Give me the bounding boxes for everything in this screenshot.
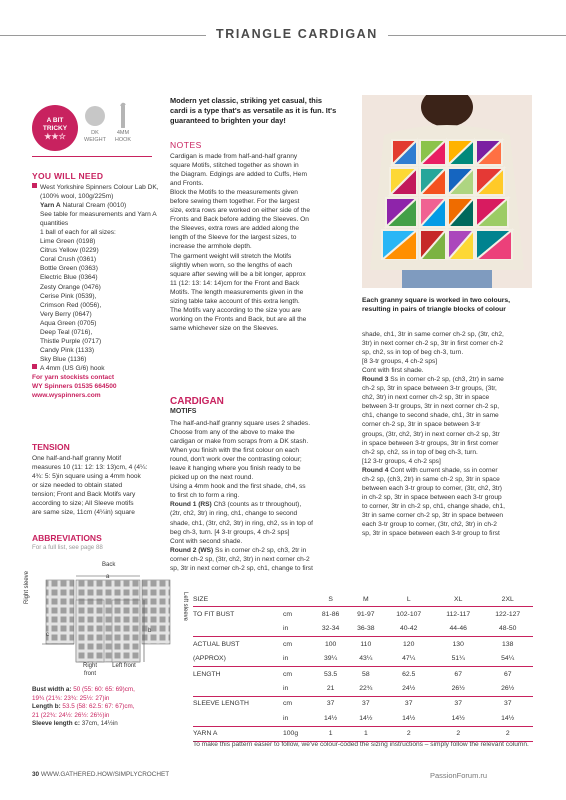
colour-item: Bottle Green (0363) xyxy=(40,265,98,273)
table-header-row xyxy=(193,592,533,607)
diagram-measurements xyxy=(32,686,172,729)
pattern-line: between each 3-tr group to corner, (3tr, ch2, 3tr) xyxy=(362,484,503,492)
table-header-cell: L xyxy=(383,592,434,607)
pattern-line: sp, 3tr in next corner ch-2 sp, ch1, change to first xyxy=(170,564,313,572)
notes-line: length of the Sleeve for the largest sizes, to xyxy=(170,234,297,242)
round-text: Cont with current shade, ss in corner xyxy=(388,466,498,474)
notes-line: 11 (12: 13: 14: 14)cm for the Front and Back xyxy=(170,279,300,287)
abbreviations-note: For a full list, see page 88 xyxy=(32,544,103,551)
table-row xyxy=(193,652,533,667)
table-row xyxy=(193,666,533,681)
notes-line: before sewing them together. For the largest xyxy=(170,198,300,206)
table-cell: 110 xyxy=(360,640,372,648)
materials-list xyxy=(32,183,167,400)
pattern-line: shade, ch1, (3tr, ch2, 3tr) in ring, ch2, ss in top of xyxy=(170,519,313,527)
hook-size-label1: 4MM xyxy=(116,130,130,136)
footer-site-link[interactable]: WWW.GATHERED.HOW/SIMPLYCROCHET xyxy=(40,771,170,778)
table-row xyxy=(193,607,533,622)
bullet-square xyxy=(32,364,37,369)
round-label: Round 3 xyxy=(362,376,389,384)
pattern-line: (2tr, ch2, 3tr) in ring, ch1, change to second xyxy=(170,510,298,518)
pattern-line: in ch-2 sp, 3tr in space between each 3-tr group xyxy=(362,493,502,501)
bullet-square xyxy=(32,183,37,188)
table-header-cell: M xyxy=(348,592,383,607)
pattern-line: 3tr) in next corner ch-2 sp, 3tr in first corner ch-2 xyxy=(362,340,504,348)
yarn-weight-label xyxy=(80,130,110,144)
colour-item: Lime Green (0198) xyxy=(40,238,96,246)
yarn-a-text: Natural Cream (0010) xyxy=(60,202,127,210)
notes-line: the Sleeves, extra rows are added along the xyxy=(170,225,300,233)
round-text: Ss in corner ch-2 sp, (ch3, 2tr) in same xyxy=(388,376,504,384)
colour-item: Sky Blue (1136) xyxy=(40,355,87,363)
diagram-right-sleeve xyxy=(46,580,74,644)
row-label: SLEEVE LENGTH xyxy=(193,700,249,708)
table-cell: 14½ xyxy=(482,711,533,726)
table-cell: 24½ xyxy=(383,681,434,696)
table-cell: 43¼ xyxy=(348,652,383,667)
pattern-line: beg ch-3, turn. [4 3-tr groups, 4 ch-2 sps] xyxy=(170,528,290,536)
colour-item: Coral Crush (0361) xyxy=(40,256,97,264)
notes-line: sizing table take account of this extra length. xyxy=(170,297,300,305)
pattern-line xyxy=(170,546,348,555)
page-title: TRIANGLE CARDIGAN xyxy=(206,27,388,41)
table-cell: 122-127 xyxy=(495,611,521,619)
yarn-a-label: Yarn A xyxy=(40,202,61,210)
measure-value: 21 (22¾: 24½: 26½: 26½)in xyxy=(32,711,110,719)
pattern-line: [8 3-tr groups, 4 ch-2 sps] xyxy=(362,358,438,366)
colour-item: Cerise Pink (0539), xyxy=(40,292,97,300)
pattern-line xyxy=(362,375,532,384)
diagram-b-label: b xyxy=(148,628,152,634)
section-rule xyxy=(32,156,152,157)
row-unit: 100g xyxy=(283,726,313,741)
diagram-a-label: a xyxy=(106,574,110,580)
pattern-line: to first ch to form a ring. xyxy=(170,492,240,500)
measure-value: 19¾ (21¾: 23¾: 25½: 27)in xyxy=(32,694,110,702)
notes-line: The garment weight will stretch the Motifs xyxy=(170,252,292,260)
table-cell: 39¼ xyxy=(313,652,348,667)
table-row xyxy=(193,681,533,696)
row-label xyxy=(193,711,283,726)
badge-line2: TRICKY xyxy=(42,125,68,132)
notes-line: size, extra rows are worked on either side of the xyxy=(170,207,311,215)
table-cell: 58 xyxy=(362,670,370,678)
pattern-line: ch2, 3tr) in next corner ch-2 sp, 3tr in space xyxy=(362,394,490,402)
table-cell: 112-117 xyxy=(446,611,471,619)
table-cell: 62.5 xyxy=(402,670,416,678)
diagram-left-front-label: Left front xyxy=(112,663,136,669)
yarn-brand xyxy=(32,183,167,201)
colour-item: Aqua Green (0705) xyxy=(40,319,97,327)
badge-stars: ★★☆ xyxy=(44,132,66,141)
page-number: 30 xyxy=(32,771,40,778)
hook-size-label xyxy=(108,130,138,144)
table-cell: 37 xyxy=(326,700,335,708)
row-label: (APPROX) xyxy=(193,652,283,667)
badge-line1: A BIT xyxy=(46,117,64,124)
table-cell: 138 xyxy=(502,640,514,648)
stockists-link[interactable]: www.wyspinners.com xyxy=(32,392,101,400)
notes-line: Motifs. The length measurements given in the xyxy=(170,288,304,296)
tension-line: 4¾: 5: 5)in square using a 4mm hook xyxy=(32,473,141,481)
colour-item: Deep Teal (0716), xyxy=(40,328,93,336)
table-header-cell xyxy=(283,592,313,607)
table-cell: 22¾ xyxy=(348,681,383,696)
pattern-line xyxy=(362,466,532,475)
notes-line: Cardigan is made from half-and-half granny xyxy=(170,153,298,160)
pattern-line: sp, 3tr in space between each 3-tr group to first xyxy=(362,530,500,538)
measure-line xyxy=(32,720,172,729)
round-label: Round 2 (WS) xyxy=(170,546,214,554)
notes-line: The Motifs vary according to the size you are xyxy=(170,306,302,314)
table-cell: 37 xyxy=(404,700,413,708)
round-label: Round 1 (RS) xyxy=(170,501,212,509)
pattern-line: ch1, change to second shade, ch1, 3tr in same xyxy=(362,412,499,420)
table-cell: 67 xyxy=(503,670,512,678)
tension-line: measures 10 (11: 12: 13: 13)cm, 4 (4¼: xyxy=(32,464,148,472)
table-cell: 26½ xyxy=(482,681,533,696)
diagram-right-sleeve-label: Right sleeve xyxy=(24,570,30,604)
hook-line xyxy=(32,364,167,373)
row-label: ACTUAL BUST xyxy=(193,640,240,648)
colour-item: Zesty Orange (0476) xyxy=(40,283,101,291)
measure-line xyxy=(32,695,172,704)
colour-item: Thistle Purple (0717) xyxy=(40,337,102,345)
pattern-line: groups, (3tr, ch2, 3tr) in next corner ch-2 sp, 3tr xyxy=(362,430,500,438)
table-cell: 2 xyxy=(482,726,533,741)
notes-line: increase the armhole depth. xyxy=(170,243,252,251)
row-unit: cm xyxy=(283,611,293,619)
notes-line: square Motifs, stitched together as shown in xyxy=(170,162,299,170)
pattern-line: 3tr in same corner ch-2 sp, 3tr in space between xyxy=(362,511,504,519)
row-unit: in xyxy=(283,652,313,667)
diagram-back-label: Back xyxy=(102,562,116,568)
row-label: TO FIT BUST xyxy=(193,611,235,619)
table-cell: 1 xyxy=(313,726,348,741)
pattern-continued xyxy=(362,330,532,538)
row-label xyxy=(193,622,283,637)
colour-item: Crimson Red (0056), xyxy=(40,301,102,309)
motifs-subheading: MOTIFS xyxy=(170,408,197,415)
tension-line: tension; Front and Back Motifs vary xyxy=(32,491,136,499)
yarn-weight-label1: DK xyxy=(91,130,99,136)
difficulty-badge xyxy=(32,105,78,151)
pattern-line: Cont with second shade. xyxy=(170,537,243,545)
table-cell: 51¼ xyxy=(434,652,482,667)
table-cell: 53.5 xyxy=(323,670,338,678)
row-label: YARN A xyxy=(193,726,283,741)
intro-text: Modern yet classic, striking yet casual, this cardi is a type that's as versatile as it is fun. It's guaranteed to brighten your day! xyxy=(170,96,337,126)
see-table-note: See table for measurements and Yarn A quantities xyxy=(40,211,157,228)
stockists-line1: For yarn stockists contact xyxy=(32,373,115,381)
pattern-line: Choose from any of the above to make the xyxy=(170,429,295,437)
row-unit: cm xyxy=(283,640,293,648)
yarn-brand-text: West Yorkshire Spinners Colour Lab DK, (100% wool, 100g/225m) xyxy=(40,184,159,201)
pattern-line: ch-2 sp, ch2, ss in top of beg ch-3, turn. xyxy=(362,448,478,456)
pattern-line: to corner, 3tr in ch-2 sp, ch1, change shade, ch1, xyxy=(362,502,505,510)
table-cell: 14½ xyxy=(383,711,434,726)
cardigan-photo xyxy=(362,95,532,288)
tension-line: One half-and-half granny Motif xyxy=(32,455,122,462)
table-cell: 54¼ xyxy=(482,652,533,667)
measure-value: 37cm, 14½in xyxy=(79,720,118,728)
page-footer xyxy=(32,771,169,778)
pattern-line: leave it hanging where you finish ready to be xyxy=(170,465,301,473)
table-cell: 32-34 xyxy=(313,622,348,637)
notes-line: the Diagram. Edgings are added to Cuffs, Hem xyxy=(170,171,307,179)
pattern-line: ch-2 sp, (ch3, 2tr) in same ch-2 sp, 3tr in space xyxy=(362,475,500,483)
table-cell: 100 xyxy=(324,640,337,648)
row-label: LENGTH xyxy=(193,670,221,678)
table-row xyxy=(193,622,533,637)
table-note: To make this pattern easier to follow, we've colour-coded the sizing instructions – simply follow the relevant column. xyxy=(193,741,529,748)
table-cell: 21 xyxy=(313,681,348,696)
table-header-cell: S xyxy=(313,592,348,607)
measure-label: Bust width a: xyxy=(32,686,72,693)
table-cell: 48-50 xyxy=(482,622,533,637)
table-cell: 36-38 xyxy=(348,622,383,637)
table-cell: 120 xyxy=(403,640,415,648)
pattern-line: [12 3-tr groups, 4 ch-2 sps] xyxy=(362,457,441,465)
stockists-line2: WY Spinners 01535 664500 xyxy=(32,383,117,391)
table-cell: 67 xyxy=(454,670,462,678)
notes-line: working on the Fronts and Back, but are all the xyxy=(170,315,307,323)
yarn-ball-icon xyxy=(85,106,105,126)
table-cell: 14½ xyxy=(313,711,348,726)
pattern-line: cardigan or make from scraps from a DK stash. xyxy=(170,438,309,446)
measure-value: 50 (55: 60: 65: 69)cm, xyxy=(71,686,135,693)
table-row xyxy=(193,637,533,652)
pattern-line: The half-and-half granny square uses 2 shades. xyxy=(170,420,311,427)
table-header-cell: XL xyxy=(434,592,482,607)
measure-line xyxy=(32,686,172,695)
notes-line: slightly when worn, so the lengths of each xyxy=(170,261,293,269)
yarn-a-line xyxy=(32,201,167,210)
notes-heading: NOTES xyxy=(170,140,202,150)
tension-heading: TENSION xyxy=(32,442,70,452)
pattern-line: corner ch-2 sp, 3tr in space between 3-tr xyxy=(362,421,481,429)
table-row xyxy=(193,711,533,726)
tension-line: or size needed to obtain stated xyxy=(32,482,123,490)
colour-item: Very Berry (0647) xyxy=(40,310,92,318)
row-unit: in xyxy=(283,681,313,696)
size-table xyxy=(193,592,533,742)
row-unit: cm xyxy=(283,670,293,678)
row-unit: cm xyxy=(283,700,293,708)
pattern-line: between 3-tr groups, 3tr in next corner ch-2 sp, xyxy=(362,403,500,411)
table-header-cell: 2XL xyxy=(482,592,533,607)
measure-line xyxy=(32,703,172,712)
table-cell: 81-86 xyxy=(321,611,340,619)
diagram-left-sleeve-label: Left sleeve xyxy=(182,592,188,622)
table-cell: 37 xyxy=(503,700,512,708)
you-will-need-heading: YOU WILL NEED xyxy=(32,171,104,181)
measure-value: 53.5 (58: 62.5: 67: 67)cm, xyxy=(60,703,135,711)
crochet-hook-icon xyxy=(116,102,130,128)
colour-item: Candy Pink (1133) xyxy=(40,346,95,354)
table-cell: 26½ xyxy=(434,681,482,696)
round-text: Ss in corner ch-2 sp, ch3, 2tr in xyxy=(213,546,307,554)
tension-line: according to size; All Sleeve motifs xyxy=(32,500,134,508)
diagram-left-sleeve xyxy=(142,580,170,644)
measure-label: Length b: xyxy=(32,703,61,711)
diagram-c-label: c xyxy=(46,632,49,638)
pattern-line: When you finish with the first colour on each xyxy=(170,447,300,455)
pattern-line: round, don't work over the contrasting colour; xyxy=(170,456,302,464)
diagram-left-front xyxy=(112,600,140,662)
notes-line: Fronts and Back before adding the Sleeves. On xyxy=(170,216,309,224)
notes-line: Block the Motifs to the measurements given xyxy=(170,189,298,197)
tension-text xyxy=(32,454,167,517)
table-cell: 47¼ xyxy=(383,652,434,667)
hook-size-label2: HOOK xyxy=(114,137,132,143)
round-text: Ch3 (counts as tr throughout), xyxy=(211,501,302,509)
table-cell: 14½ xyxy=(348,711,383,726)
table-cell: 91-97 xyxy=(357,611,375,619)
round-label: Round 4 xyxy=(362,466,389,474)
colour-item: Electric Blue (0364) xyxy=(40,274,98,282)
table-cell: 37 xyxy=(362,700,370,708)
pattern-line: corner ch-2 sp, (3tr, ch2, 3tr) in next corner ch-2 xyxy=(170,555,310,563)
watermark: PassionForum.ru xyxy=(430,771,488,780)
pattern-line: picked up on the next round. xyxy=(170,474,254,482)
table-cell: 2 xyxy=(383,726,434,741)
pattern-line: sp, ch2, ss in top of beg ch-3, turn. xyxy=(362,349,464,357)
table-header-cell: SIZE xyxy=(193,592,283,607)
colour-item: Citrus Yellow (0229) xyxy=(40,247,99,255)
cardigan-heading: CARDIGAN xyxy=(170,396,224,407)
one-ball-note: 1 ball of each for all sizes: xyxy=(40,229,116,237)
pattern-line: ch-2 sp, 3tr in space between 3-tr groups, (3tr, xyxy=(362,385,497,393)
cardigan-text xyxy=(170,419,348,573)
diagram-right-front-label: Right front xyxy=(82,663,97,677)
pattern-line: Cont with first shade. xyxy=(362,367,424,375)
table-row xyxy=(193,696,533,711)
measure-label: Sleeve length c: xyxy=(32,720,80,728)
table-cell: 102-107 xyxy=(396,611,422,619)
pattern-line: Using a 4mm hook and the first shade, ch4, ss xyxy=(170,483,306,491)
diagram-right-front xyxy=(76,600,104,662)
notes-line: and Fronts. xyxy=(170,180,204,188)
table-cell: 2 xyxy=(434,726,482,741)
table-cell: 44-46 xyxy=(434,622,482,637)
yarn-weight-label2: WEIGHT xyxy=(84,137,106,143)
table-cell: 130 xyxy=(452,640,464,648)
notes-line: square after sewing will be a bit longer, approx xyxy=(170,270,306,278)
tension-line: are same size, 11cm (4¼in) square xyxy=(32,509,135,517)
pattern-line: shade, ch1, 3tr in same corner ch-2 sp, (3tr, ch2, xyxy=(362,331,504,338)
pattern-line: each 3-tr group to corner, (3tr, ch2, 3tr) in ch-2 xyxy=(362,520,497,528)
row-label xyxy=(193,681,283,696)
row-unit: in xyxy=(283,622,313,637)
photo-caption: Each granny square is worked in two colours, resulting in pairs of triangle blocks of colour xyxy=(362,297,511,314)
table-cell: 14½ xyxy=(434,711,482,726)
pattern-line: in space between 3-tr groups, 3tr in first corner xyxy=(362,439,499,447)
pattern-line xyxy=(170,500,348,509)
abbreviations-heading: ABBREVIATIONS xyxy=(32,533,102,543)
table-cell: 1 xyxy=(348,726,383,741)
table-cell: 40-42 xyxy=(383,622,434,637)
notes-line: same whichever size on the Sleeves. xyxy=(170,324,279,332)
table-cell: 37 xyxy=(454,700,462,708)
notes-text xyxy=(170,152,348,333)
hook-text: A 4mm (US G/6) hook xyxy=(40,364,105,372)
row-unit: in xyxy=(283,711,313,726)
